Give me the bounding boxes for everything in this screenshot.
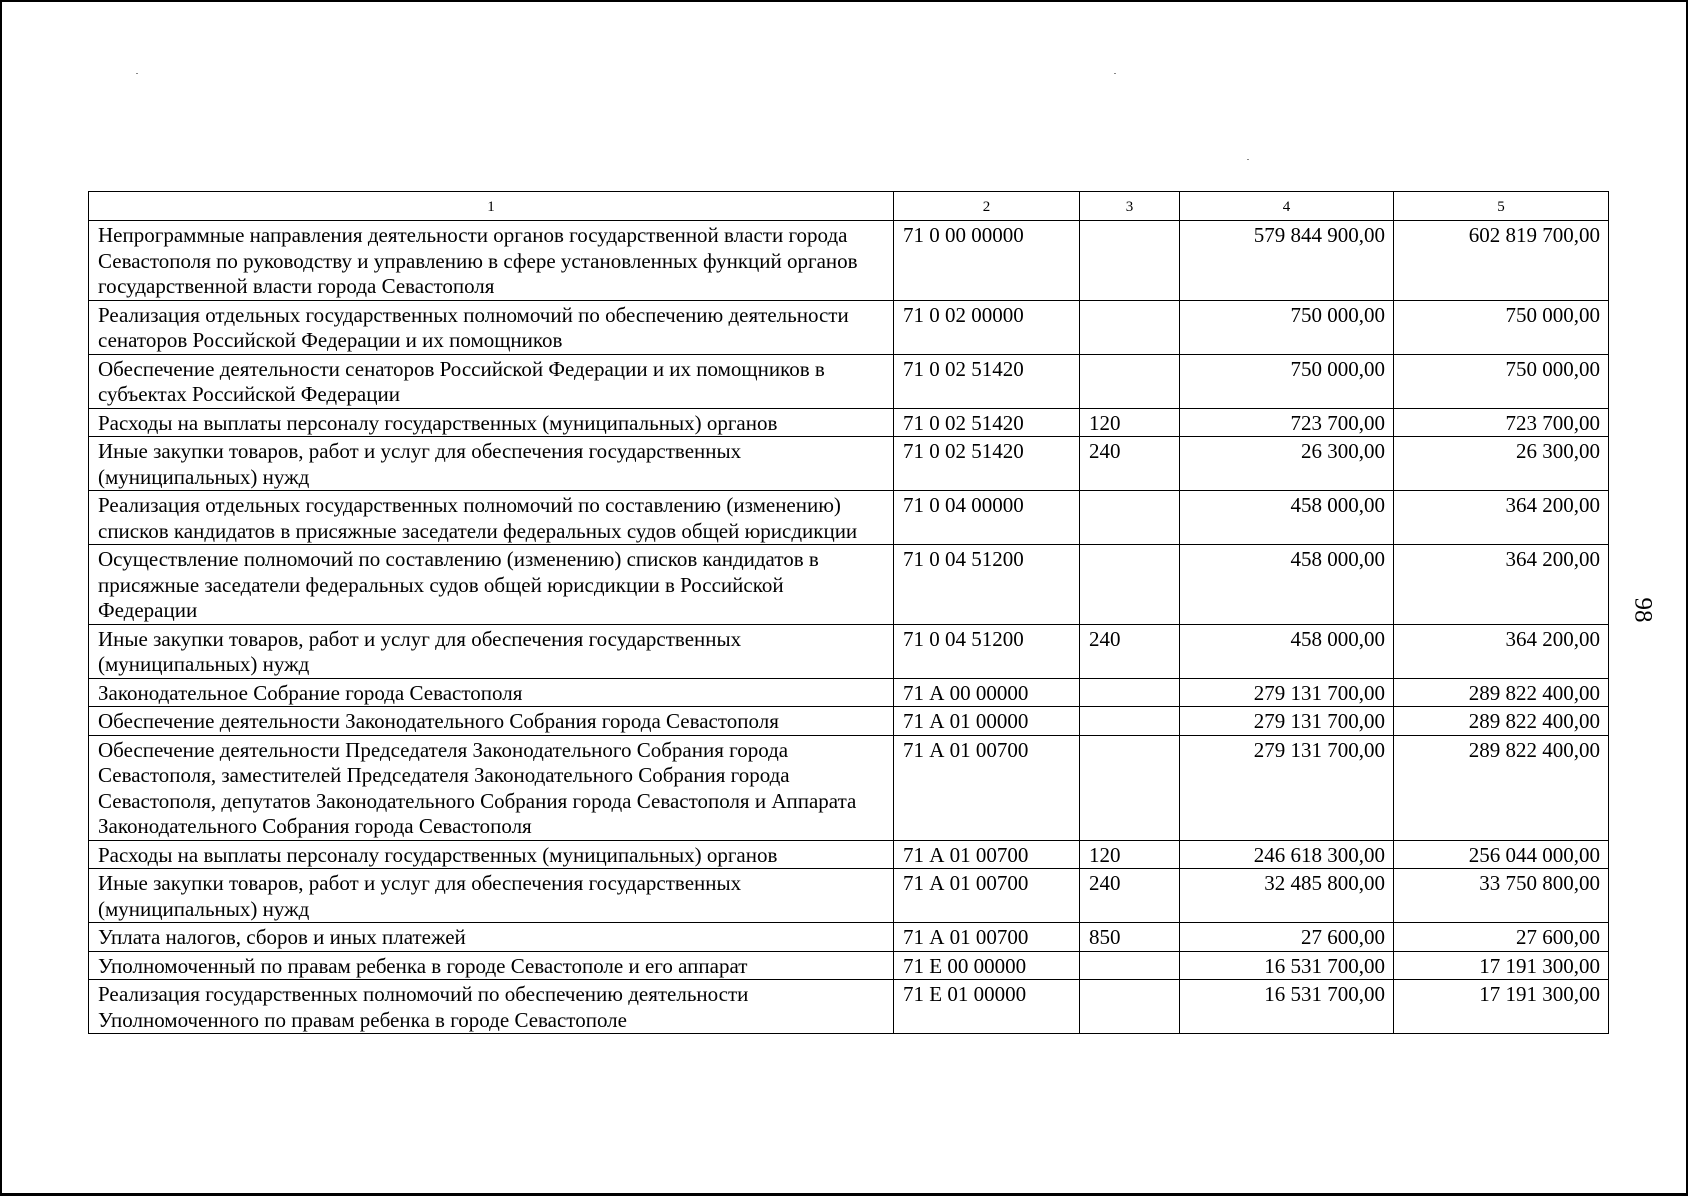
budget-table <box>88 191 1609 1034</box>
target-article-code: 71 0 00 00000 <box>894 221 1080 301</box>
amount-year-1: 279 131 700,00 <box>1180 678 1394 707</box>
amount-year-1: 246 618 300,00 <box>1180 840 1394 869</box>
amount-year-1: 579 844 900,00 <box>1180 221 1394 301</box>
column-header: 4 <box>1180 192 1394 221</box>
column-header: 3 <box>1080 192 1180 221</box>
expense-item-name: Непрограммные направления деятельности органов государственной власти города Севастополя по руководству и управлению в сфере установленных функций органов государственной власти города Севастополя <box>89 221 894 301</box>
amount-year-1: 723 700,00 <box>1180 408 1394 437</box>
table-row <box>89 624 1609 678</box>
amount-year-1: 458 000,00 <box>1180 491 1394 545</box>
amount-year-2: 289 822 400,00 <box>1394 735 1609 840</box>
table-row <box>89 545 1609 625</box>
table-row <box>89 354 1609 408</box>
expense-item-name: Законодательное Собрание города Севастополя <box>89 678 894 707</box>
target-article-code: 71 Е 01 00000 <box>894 980 1080 1034</box>
expense-type-code <box>1080 980 1180 1034</box>
amount-year-1: 458 000,00 <box>1180 624 1394 678</box>
amount-year-1: 16 531 700,00 <box>1180 951 1394 980</box>
page-number: 98 <box>1629 597 1657 623</box>
scan-speck <box>1247 159 1249 160</box>
target-article-code: 71 Е 00 00000 <box>894 951 1080 980</box>
amount-year-2: 750 000,00 <box>1394 300 1609 354</box>
target-article-code: 71 0 02 51420 <box>894 437 1080 491</box>
expense-item-name: Иные закупки товаров, работ и услуг для обеспечения государственных (муниципальных) нужд <box>89 869 894 923</box>
amount-year-2: 364 200,00 <box>1394 491 1609 545</box>
table-row <box>89 408 1609 437</box>
table-row <box>89 923 1609 952</box>
target-article-code: 71 0 02 51420 <box>894 354 1080 408</box>
expense-item-name: Реализация государственных полномочий по обеспечению деятельности Уполномоченного по правам ребенка в городе Севастополе <box>89 980 894 1034</box>
amount-year-2: 256 044 000,00 <box>1394 840 1609 869</box>
target-article-code: 71 0 02 51420 <box>894 408 1080 437</box>
expense-type-code <box>1080 951 1180 980</box>
amount-year-1: 32 485 800,00 <box>1180 869 1394 923</box>
amount-year-1: 26 300,00 <box>1180 437 1394 491</box>
expense-item-name: Обеспечение деятельности Законодательного Собрания города Севастополя <box>89 707 894 736</box>
expense-item-name: Обеспечение деятельности Председателя Законодательного Собрания города Севастополя, заместителей Председателя Законодательного Собрания города Севастополя, депутатов Законодательного Собрания города Севастополя и Аппарата Законодательного Собрания города Севастополя <box>89 735 894 840</box>
amount-year-2: 33 750 800,00 <box>1394 869 1609 923</box>
amount-year-1: 27 600,00 <box>1180 923 1394 952</box>
amount-year-2: 289 822 400,00 <box>1394 707 1609 736</box>
amount-year-2: 723 700,00 <box>1394 408 1609 437</box>
table-row <box>89 951 1609 980</box>
table-row <box>89 707 1609 736</box>
amount-year-2: 26 300,00 <box>1394 437 1609 491</box>
target-article-code: 71 А 01 00700 <box>894 735 1080 840</box>
target-article-code: 71 0 04 51200 <box>894 624 1080 678</box>
amount-year-2: 17 191 300,00 <box>1394 980 1609 1034</box>
expense-type-code <box>1080 707 1180 736</box>
expense-item-name: Реализация отдельных государственных полномочий по обеспечению деятельности сенаторов Российской Федерации и их помощников <box>89 300 894 354</box>
expense-type-code <box>1080 354 1180 408</box>
table-row <box>89 221 1609 301</box>
target-article-code: 71 А 01 00700 <box>894 869 1080 923</box>
expense-type-code: 240 <box>1080 869 1180 923</box>
target-article-code: 71 А 01 00000 <box>894 707 1080 736</box>
table-row <box>89 840 1609 869</box>
amount-year-2: 289 822 400,00 <box>1394 678 1609 707</box>
expense-item-name: Реализация отдельных государственных полномочий по составлению (изменению) списков кандидатов в присяжные заседатели федеральных судов общей юрисдикции <box>89 491 894 545</box>
target-article-code: 71 0 04 00000 <box>894 491 1080 545</box>
table-row <box>89 869 1609 923</box>
amount-year-2: 27 600,00 <box>1394 923 1609 952</box>
expense-item-name: Уплата налогов, сборов и иных платежей <box>89 923 894 952</box>
expense-item-name: Осуществление полномочий по составлению (изменению) списков кандидатов в присяжные заседатели федеральных судов общей юрисдикции в Российской Федерации <box>89 545 894 625</box>
table-row <box>89 980 1609 1034</box>
target-article-code: 71 А 00 00000 <box>894 678 1080 707</box>
expense-type-code: 120 <box>1080 408 1180 437</box>
amount-year-1: 16 531 700,00 <box>1180 980 1394 1034</box>
target-article-code: 71 0 02 00000 <box>894 300 1080 354</box>
table-row <box>89 678 1609 707</box>
amount-year-2: 364 200,00 <box>1394 545 1609 625</box>
expense-item-name: Расходы на выплаты персоналу государственных (муниципальных) органов <box>89 840 894 869</box>
target-article-code: 71 А 01 00700 <box>894 840 1080 869</box>
expense-item-name: Уполномоченный по правам ребенка в городе Севастополе и его аппарат <box>89 951 894 980</box>
amount-year-1: 279 131 700,00 <box>1180 735 1394 840</box>
table-body <box>89 221 1609 1034</box>
column-header: 1 <box>89 192 894 221</box>
amount-year-2: 364 200,00 <box>1394 624 1609 678</box>
amount-year-1: 458 000,00 <box>1180 545 1394 625</box>
amount-year-2: 750 000,00 <box>1394 354 1609 408</box>
amount-year-2: 17 191 300,00 <box>1394 951 1609 980</box>
table-row <box>89 437 1609 491</box>
column-header: 2 <box>894 192 1080 221</box>
expense-item-name: Обеспечение деятельности сенаторов Российской Федерации и их помощников в субъектах Российской Федерации <box>89 354 894 408</box>
amount-year-2: 602 819 700,00 <box>1394 221 1609 301</box>
amount-year-1: 279 131 700,00 <box>1180 707 1394 736</box>
expense-item-name: Иные закупки товаров, работ и услуг для обеспечения государственных (муниципальных) нужд <box>89 624 894 678</box>
target-article-code: 71 0 04 51200 <box>894 545 1080 625</box>
expense-item-name: Расходы на выплаты персоналу государственных (муниципальных) органов <box>89 408 894 437</box>
amount-year-1: 750 000,00 <box>1180 354 1394 408</box>
expense-type-code <box>1080 491 1180 545</box>
target-article-code: 71 А 01 00700 <box>894 923 1080 952</box>
table-row <box>89 491 1609 545</box>
expense-type-code: 120 <box>1080 840 1180 869</box>
expense-item-name: Иные закупки товаров, работ и услуг для обеспечения государственных (муниципальных) нужд <box>89 437 894 491</box>
scan-speck <box>1114 73 1116 74</box>
scan-speck <box>136 73 138 74</box>
table-row <box>89 300 1609 354</box>
expense-type-code: 240 <box>1080 624 1180 678</box>
expense-type-code <box>1080 735 1180 840</box>
expense-type-code <box>1080 221 1180 301</box>
table-header-row <box>89 192 1609 221</box>
expense-type-code: 240 <box>1080 437 1180 491</box>
expense-type-code: 850 <box>1080 923 1180 952</box>
table-row <box>89 735 1609 840</box>
expense-type-code <box>1080 300 1180 354</box>
column-header: 5 <box>1394 192 1609 221</box>
expense-type-code <box>1080 678 1180 707</box>
amount-year-1: 750 000,00 <box>1180 300 1394 354</box>
expense-type-code <box>1080 545 1180 625</box>
